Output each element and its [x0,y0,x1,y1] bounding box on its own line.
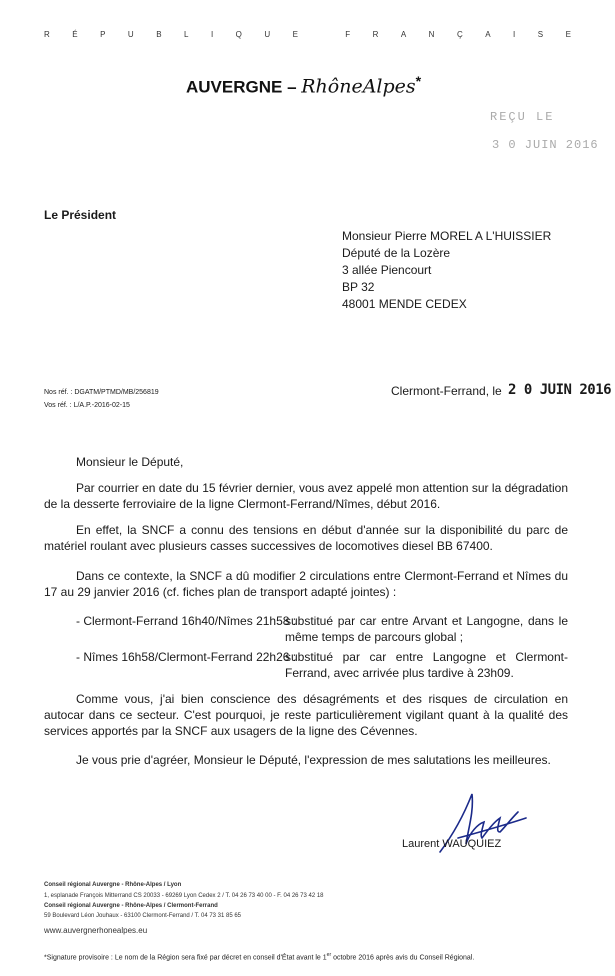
republique-letter: I [513,30,516,39]
note-text-end: octobre 2016 après avis du Conseil Régional. [331,954,475,962]
republique-letter: P [100,30,106,39]
handwritten-signature [410,782,530,862]
your-reference: Vos réf. : L/A.P.-2016-02-15 [44,402,130,409]
paragraph-1: Par courrier en date du 15 février dernier, vous avez appelé mon attention sur la dégradation de la desserte ferroviaire de la ligne Clermont-Ferrand/Nîmes, début 2016. [44,481,568,511]
sender-title: Le Président [44,208,117,222]
received-stamp-label: REÇU LE [490,110,555,124]
our-reference: Nos réf. : DGATM/PTMD/MB/256819 [44,389,159,396]
closing-formula: Je vous prie d'agréer, Monsieur le Député, l'expression de mes salutations les meilleures. [76,753,551,767]
signature-note [44,952,474,961]
address-line: Monsieur Pierre MOREL A L'HUISSIER [342,229,552,243]
republique-letter: S [537,30,544,39]
place-label: Clermont-Ferrand, le [391,384,502,398]
received-stamp-date: 3 0 JUIN 2016 [492,138,599,152]
republique-letter: U [264,30,271,39]
circulation-1-label: - Clermont-Ferrand 16h40/Nîmes 21h58 : [76,614,297,628]
republique-letter: É [72,30,78,39]
note-superscript: er [326,952,332,958]
paragraph-4: Comme vous, j'ai bien conscience des désagréments et des risques de circulation en autocar dans ce secteur. C'est pourquoi, je reste particulièrement vigilant quant à la qualité des services apportés par la SNCF aux usagers de la ligne des Cévennes. [44,692,568,738]
republique-letter: A [485,30,491,39]
republique-letter: R [372,30,379,39]
circulation-1-text: substitué par car entre Arvant et Langogne, dans le même temps de parcours global ; [285,614,568,644]
republique-letter: U [127,30,134,39]
logo-text-rhonealpes: RhôneAlpes [301,75,416,98]
recipient-address [342,228,551,313]
republique-letter: E [565,30,571,39]
address-line: BP 32 [342,280,375,294]
footer-clermont-address: 59 Boulevard Léon Jouhaux - 63100 Clermont-Ferrand / T. 04 73 31 85 65 [44,913,242,919]
references [44,386,159,412]
logo-asterisk: * [415,74,422,90]
republique-letter: L [184,30,189,39]
footer-lyon-title: Conseil régional Auvergne - Rhône-Alpes / Lyon [44,882,182,888]
address-line: Député de la Lozère [342,246,451,260]
salutation: Monsieur le Député, [76,455,184,469]
republique-letter: Q [235,30,242,39]
republique-letter: Ç [456,30,463,39]
republique-francaise-header [0,30,615,39]
circulation-2-label: - Nîmes 16h58/Clermont-Ferrand 22h26 : [76,650,297,664]
republique-letter: F [345,30,351,39]
paragraph-3: Dans ce contexte, la SNCF a dû modifier 2 circulations entre Clermont-Ferrand et Nîmes du 17 au 29 janvier 2016 (cf. fiches plan de transport adapté jointes) : [44,569,568,599]
address-line: 48001 MENDE CEDEX [342,297,467,311]
region-logo [186,74,421,98]
republique-letter: I [210,30,214,39]
republique-letter [320,30,322,39]
logo-text-auvergne: AUVERGNE – [186,77,302,97]
circulation-2-text: substitué par car entre Langogne et Clermont-Ferrand, avec arrivée plus tardive à 23h09. [285,650,568,680]
paragraph-2: En effet, la SNCF a connu des tensions en début d'année sur la disponibilité du parc de matériel roulant avec plusieurs casses successives de locomotives diesel BB 67400. [44,523,568,553]
signatory-name: Laurent WAUQUIEZ [402,838,502,850]
address-line: 3 allée Piencourt [342,263,432,277]
date-stamp: 2 0 JUIN 2016 [508,382,612,398]
republique-letter: R [44,30,50,39]
republique-letter: E [292,30,298,39]
website-link[interactable]: www.auvergnerhonealpes.eu [44,926,148,935]
republique-letter: N [428,30,435,39]
note-text-start: *Signature provisoire : Le nom de la Région sera fixé par décret en conseil d'État avant le 1 [44,954,327,962]
footer-lyon-address: 1, esplanade François Mitterrand CS 20033 - 69269 Lyon Cedex 2 / T. 04 26 73 40 00 - F. 04 26 73 42 18 [44,893,324,899]
republique-letter: B [156,30,162,39]
footer-clermont-title: Conseil régional Auvergne - Rhône-Alpes / Clermont-Ferrand [44,903,218,909]
republique-letter: A [400,30,407,39]
